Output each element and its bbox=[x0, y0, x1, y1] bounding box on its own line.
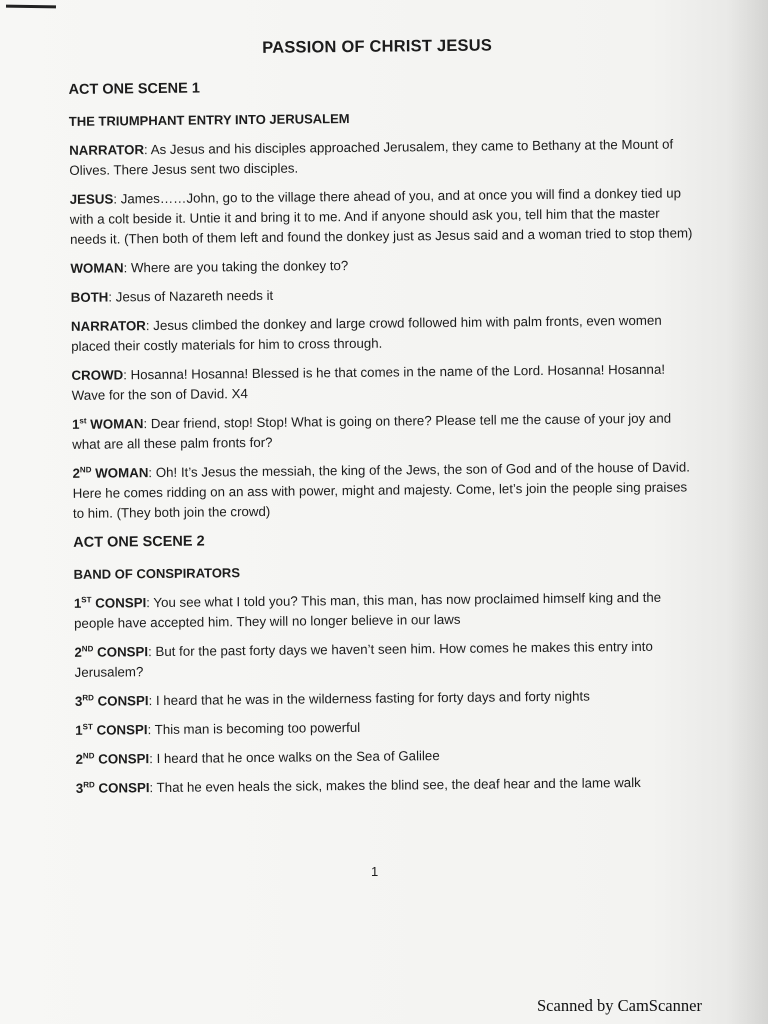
dialogue-text: : I heard that he was in the wilderness fasting for forty days and forty nights bbox=[148, 688, 590, 709]
speaker-label: 1 bbox=[73, 595, 82, 611]
speaker-name bbox=[70, 191, 114, 206]
speaker-name bbox=[75, 693, 149, 709]
speaker-name bbox=[74, 595, 146, 611]
ordinal-suffix: ST bbox=[81, 595, 92, 605]
dialogue-text: : Jesus climbed the donkey and large crowd followed him with palm fronts, even women placed their costly materials for him to cross through. bbox=[71, 312, 662, 354]
dialogue-line bbox=[75, 714, 699, 741]
speaker-role: WOMAN bbox=[91, 465, 149, 481]
dialogue-text: : This man is becoming too powerful bbox=[147, 719, 361, 738]
speaker-role: CONSPI bbox=[91, 595, 147, 611]
speaker-label: 3 bbox=[75, 780, 84, 796]
speaker-label: NARRATOR bbox=[69, 142, 145, 158]
dialogue-line bbox=[72, 457, 697, 524]
speaker-name bbox=[71, 290, 109, 305]
page-edge-shadow bbox=[728, 0, 768, 1024]
ordinal-suffix: ND bbox=[79, 465, 92, 475]
ordinal-suffix: ND bbox=[82, 751, 95, 761]
speaker-label: 3 bbox=[74, 693, 83, 709]
script-body bbox=[62, 33, 700, 808]
dialogue-line bbox=[71, 281, 695, 308]
speaker-label: 2 bbox=[75, 751, 84, 767]
dialogue-line bbox=[72, 408, 696, 455]
speaker-name bbox=[71, 318, 146, 334]
speaker-name bbox=[76, 780, 150, 796]
pen-mark bbox=[6, 5, 56, 9]
speaker-label: JESUS bbox=[69, 191, 114, 207]
speaker-label: BOTH bbox=[70, 289, 109, 305]
ordinal-suffix: RD bbox=[83, 780, 95, 790]
camscanner-watermark: Scanned by CamScanner bbox=[537, 996, 702, 1015]
dialogue-line bbox=[69, 134, 693, 181]
dialogue-line bbox=[75, 743, 699, 770]
speaker-label: 1 bbox=[71, 416, 80, 432]
dialogue-line bbox=[71, 310, 695, 357]
speaker-label: 2 bbox=[72, 465, 81, 481]
speaker-label: CROWD bbox=[71, 367, 124, 383]
dialogue-text: : Hosanna! Hosanna! Blessed is he that comes in the name of the Lord. Hosanna! Hosanna! Wave for the son of David. X4 bbox=[71, 361, 666, 403]
speaker-name bbox=[69, 142, 144, 158]
speaker-label: 1 bbox=[75, 722, 83, 738]
speaker-role: CONSPI bbox=[93, 644, 149, 660]
speaker-name bbox=[74, 644, 148, 660]
dialogue-line bbox=[70, 183, 695, 250]
scene-title: BAND OF CONSPIRATORS bbox=[73, 565, 241, 582]
dialogue-text: : I heard that he once walks on the Sea of Galilee bbox=[149, 748, 440, 767]
dialogue-line bbox=[71, 359, 695, 406]
speaker-name bbox=[70, 260, 123, 276]
dialogue-text: : James……John, go to the village there ahead of you, and at once you will find a donkey tied up with a colt beside it. Untie it and bring it to me. And if anyone should ask you, tell him that the master needs it. (Then both of them left and found the donkey just as Jesus said and a woman tried to stop them) bbox=[69, 185, 693, 247]
acts-container bbox=[62, 73, 699, 799]
speaker-name bbox=[72, 465, 148, 481]
dialogue-line bbox=[74, 587, 698, 634]
dialogue-text: : That he even heals the sick, makes the blind see, the deaf hear and the lame walk bbox=[149, 774, 641, 796]
act-heading: ACT ONE SCENE 1 bbox=[68, 80, 200, 98]
dialogue-line bbox=[70, 252, 694, 279]
ordinal-suffix: ST bbox=[82, 722, 93, 732]
scene-title: THE TRIUMPHANT ENTRY INTO JERUSALEM bbox=[68, 110, 350, 129]
speaker-name bbox=[75, 751, 149, 767]
speaker-label: WOMAN bbox=[70, 260, 124, 276]
dialogue-line bbox=[74, 636, 698, 683]
speaker-label: NARRATOR bbox=[70, 318, 146, 334]
ordinal-suffix: ND bbox=[81, 644, 94, 654]
dialogue-text: : Dear friend, stop! Stop! What is going on there? Please tell me the cause of your joy and what are all these palm fronts for? bbox=[72, 410, 672, 452]
dialogue-text: : As Jesus and his disciples approached Jerusalem, they came to Bethany at the Mount of Olives. There Jesus sent two disciples. bbox=[69, 136, 674, 178]
dialogue-text: : You see what I told you? This man, this man, has now proclaimed himself king and the people have accepted him. They will no longer believe in our laws bbox=[74, 589, 662, 631]
dialogue-text: : Jesus of Nazareth needs it bbox=[108, 287, 274, 305]
speaker-label: 2 bbox=[74, 644, 82, 660]
speaker-role: WOMAN bbox=[86, 416, 144, 432]
dialogue-text: : Oh! It’s Jesus the messiah, the king of the Jews, the son of God and of the house of David. Here he comes ridding on an ass with power, might and majesty. Come, let’s join the people sing praises to him. (They both join the crowd) bbox=[72, 459, 690, 521]
page-title: PASSION OF CHRIST JESUS bbox=[262, 36, 493, 57]
dialogue-text: : But for the past forty days we haven’t seen him. How comes he makes this entry into Jerusalem? bbox=[74, 638, 653, 680]
dialogue-line bbox=[76, 772, 700, 799]
dialogue-line bbox=[75, 685, 699, 712]
speaker-role: CONSPI bbox=[94, 751, 150, 767]
speaker-name bbox=[72, 416, 144, 432]
ordinal-suffix: RD bbox=[82, 693, 94, 703]
speaker-role: CONSPI bbox=[92, 722, 148, 738]
page-number: 1 bbox=[371, 864, 379, 879]
ordinal-suffix: st bbox=[79, 416, 87, 426]
dialogue-text: : Where are you taking the donkey to? bbox=[123, 258, 349, 276]
act-heading: ACT ONE SCENE 2 bbox=[73, 533, 205, 551]
speaker-name bbox=[75, 722, 147, 738]
speaker-role: CONSPI bbox=[94, 780, 150, 796]
speaker-role: CONSPI bbox=[93, 693, 149, 709]
speaker-name bbox=[71, 367, 123, 383]
